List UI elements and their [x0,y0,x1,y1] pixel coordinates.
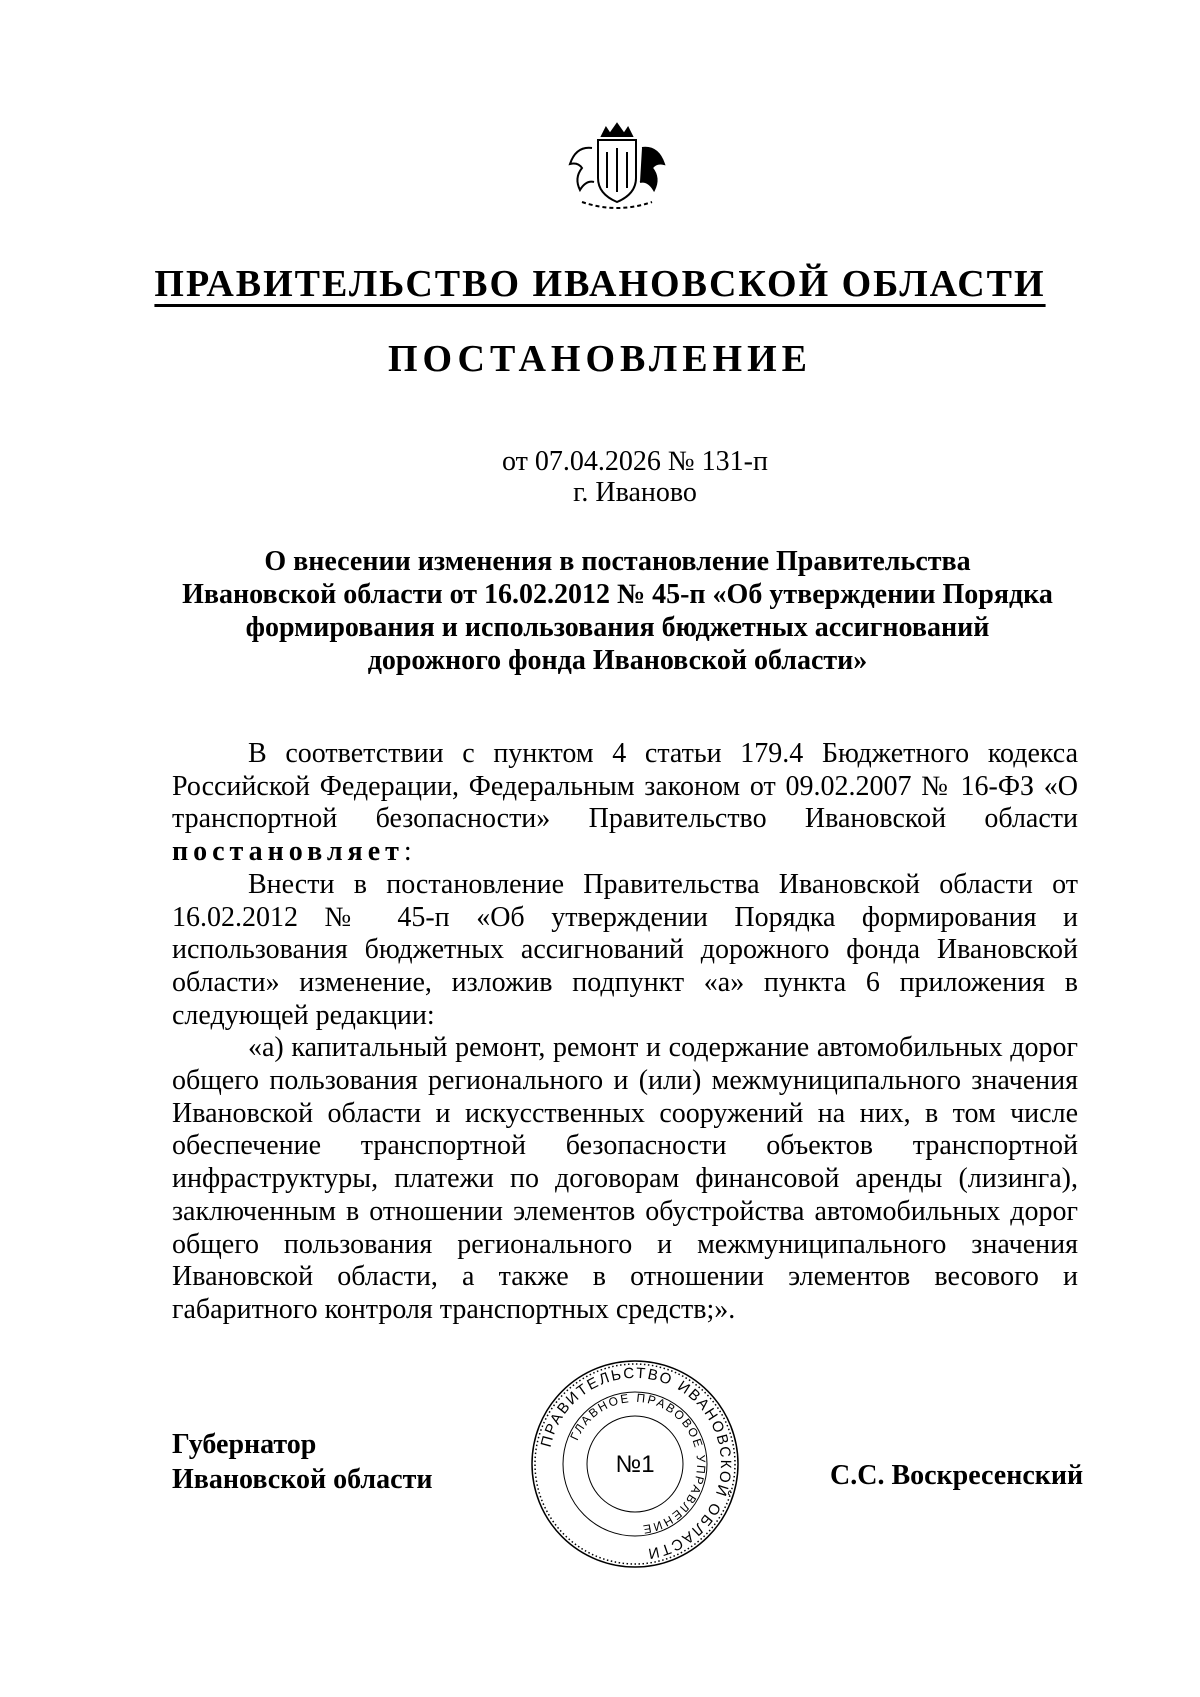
signer-position [172,1427,432,1497]
heading-line: О внесении изменения в постановление Правительства [264,546,971,577]
heading-line: дорожного фонда Ивановской области» [367,645,868,676]
document-date-number: от 07.04.2026 № 131-п [502,446,768,477]
stamp-number: №1 [615,1451,655,1478]
heading-line: формирования и использования бюджетных ассигнований [245,612,990,643]
signer-position-line: Ивановской области [172,1464,433,1495]
body-paragraph-new-wording: «а) капитальный ремонт, ремонт и содержание автомобильных дорог общего пользования регионального и (или) межмуниципального значения Ивановской области и искусственных сооружений на них, в том числе обеспечение транспортной безопасности объектов транспортной инфраструктуры, платежи по договорам финансовой аренды (лизинга), заключенным в отношении элементов обустройства автомобильных дорог общего пользования регионального и межмуниципального значения Ивановской области, а также в отношении элементов весового и габаритного контроля транспортных средств;». [172,1032,1078,1325]
organization-title: ПРАВИТЕЛЬСТВО ИВАНОВСКОЙ ОБЛАСТИ [154,263,1046,305]
heading-line: Ивановской области от 16.02.2012 № 45-п «Об утверждении Порядка [182,579,1053,610]
coat-of-arms-emblem [552,118,682,218]
stamp-inner-text: ГЛАВНОЕ ПРАВОВОЕ УПРАВЛЕНИЕ [567,1390,709,1537]
decree-word: постановляет [172,836,404,868]
decree-colon: : [403,836,412,868]
document-type: ПОСТАНОВЛЕНИЕ [387,338,813,380]
body-paragraph-preamble: В соответствии с пунктом 4 статьи 179.4 Бюджетного кодекса Российской Федерации, Федеральным законом от 09.02.2007 № 16-ФЗ «О транспортной безопасности» Правительство Ивановской области постановляет: [172,738,1078,868]
document-heading [150,545,1085,677]
signer-name: С.С. Воскресенский [830,1460,1084,1491]
document-body [172,738,1078,1327]
body-paragraph-amendment: Внести в постановление Правительства Ивановской области от 16.02.2012 № 45-п «Об утверждении Порядка формирования и использования бюджетных ассигнований дорожного фонда Ивановской области» изменение, изложив подпункт «а» пункта 6 приложения в следующей редакции: [172,868,1078,1031]
official-stamp [529,1358,741,1570]
stamp-outer-text: ПРАВИТЕЛЬСТВО ИВАНОВСКОЙ ОБЛАСТИ [537,1364,735,1563]
document-city: г. Иваново [573,477,697,508]
signer-position-line: Губернатор [172,1429,317,1460]
